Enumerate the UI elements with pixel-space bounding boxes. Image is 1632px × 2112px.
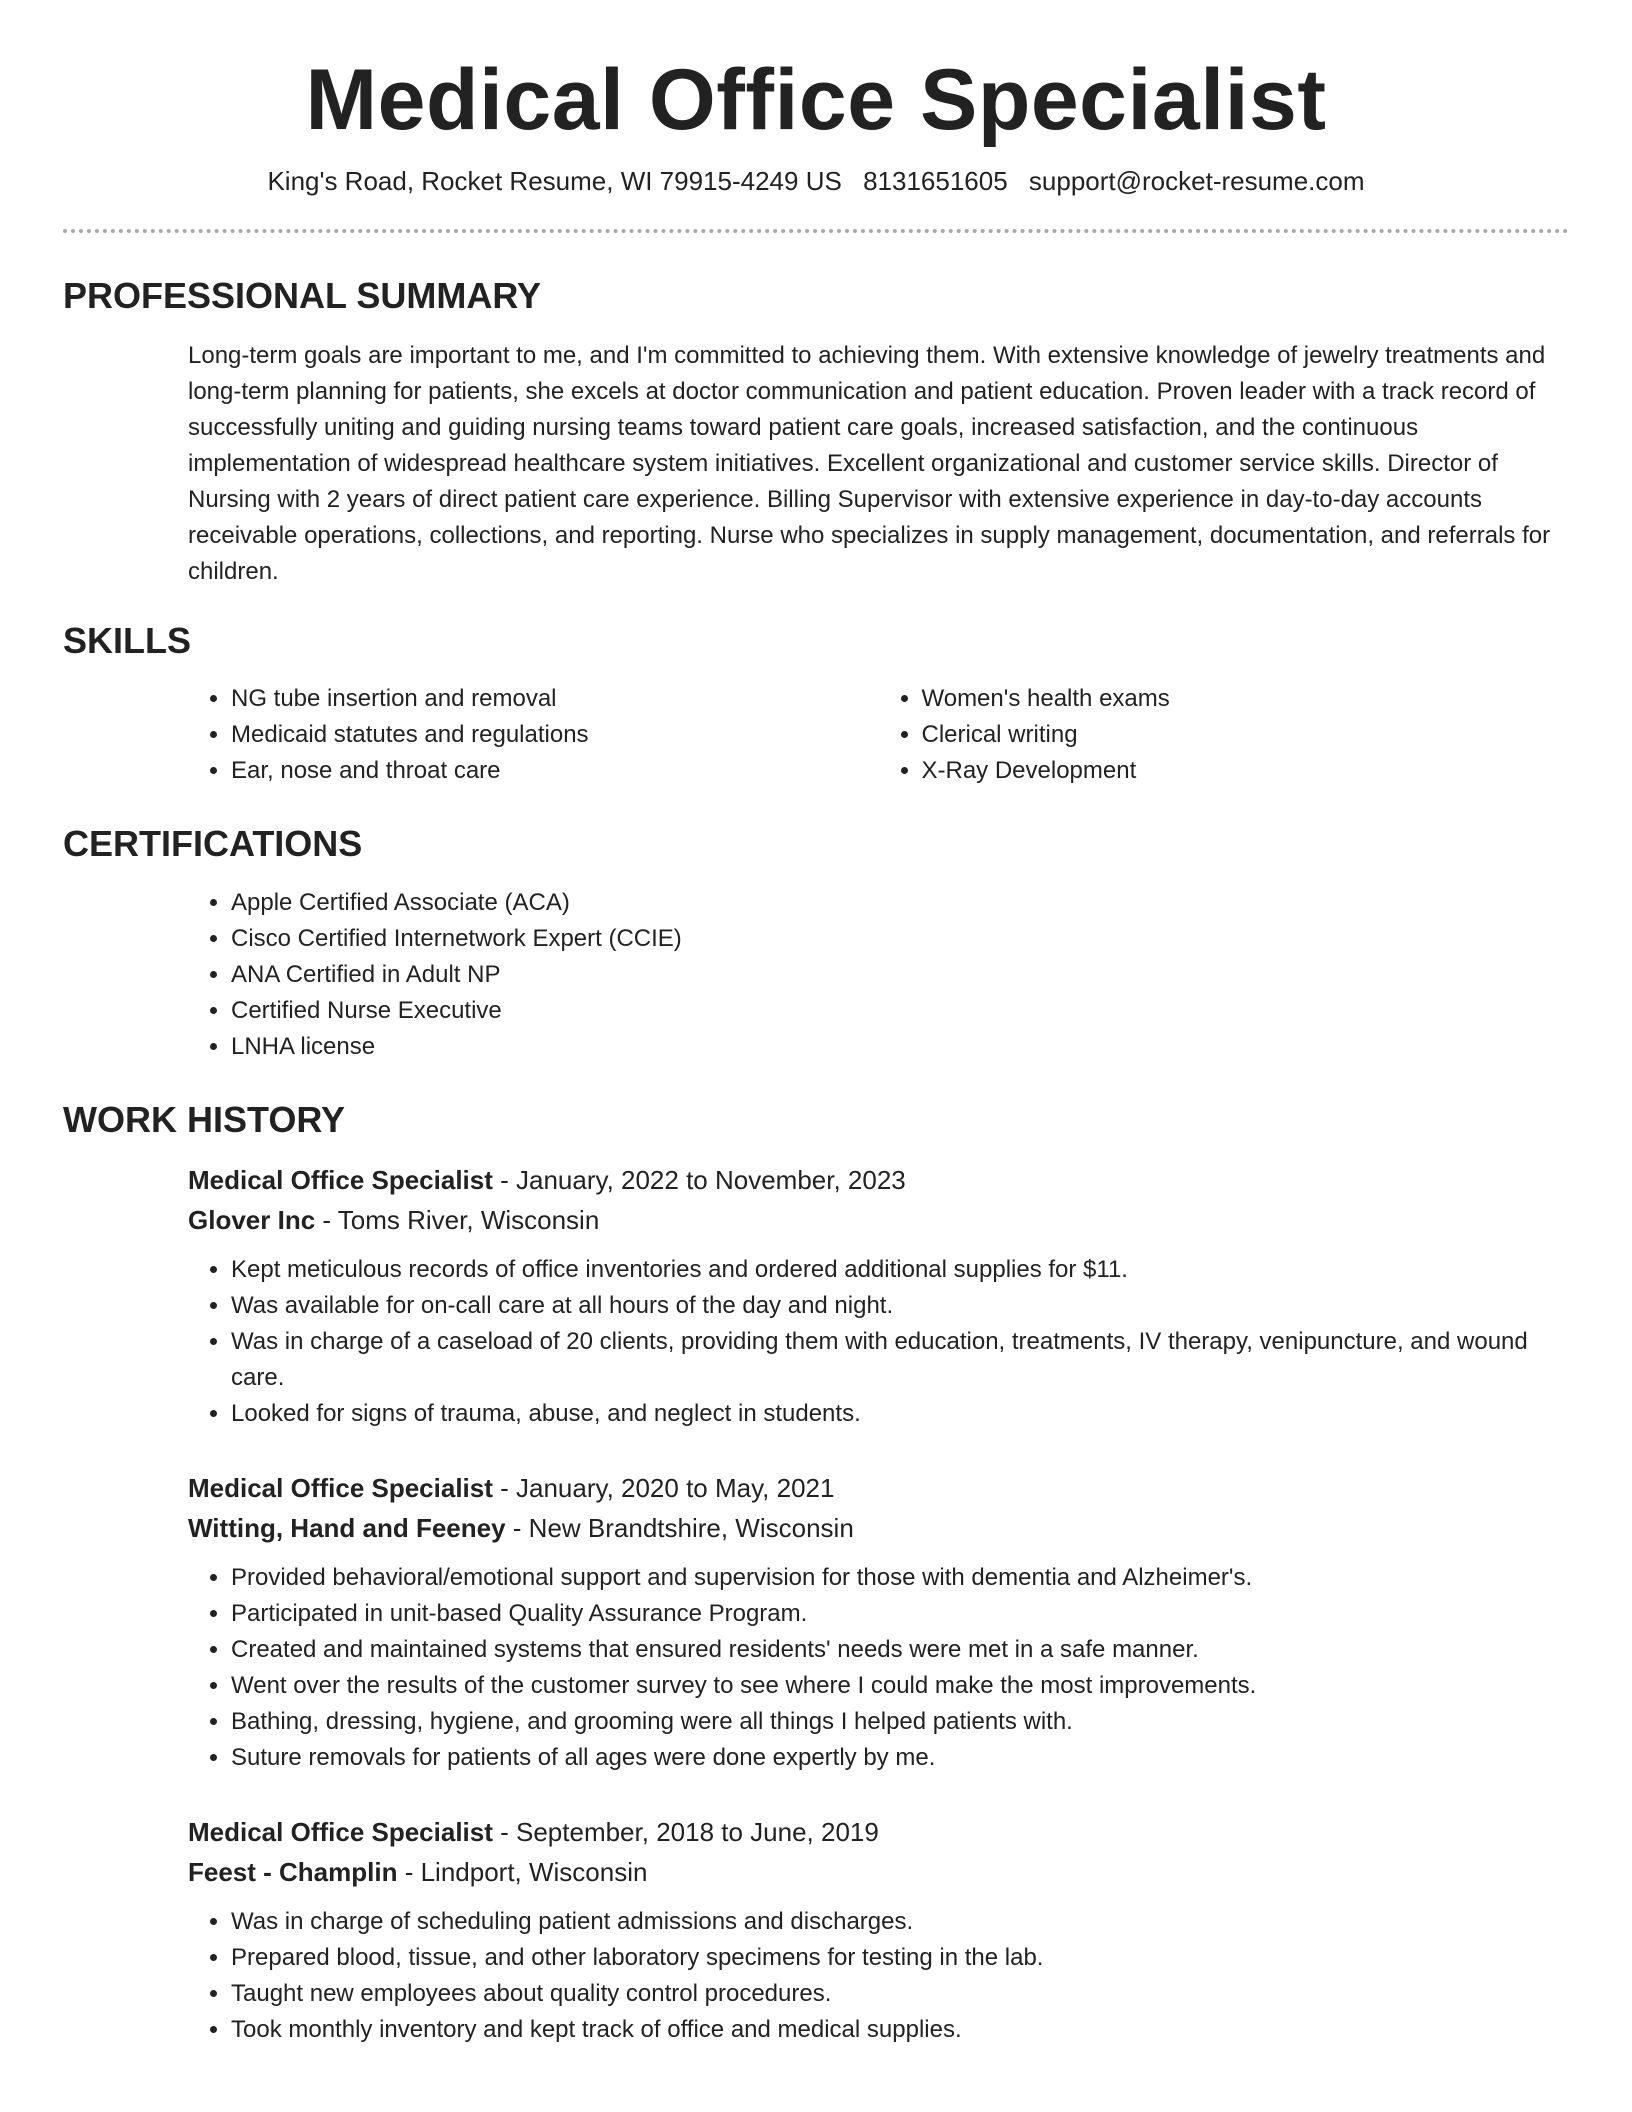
- certification-item: • Apple Certified Associate (ACA): [231, 885, 1569, 921]
- job-location: - Toms River, Wisconsin: [315, 1205, 600, 1236]
- job-bullet: • Was in charge of scheduling patient admissions and discharges.: [231, 1904, 1569, 1940]
- job-role: Medical Office Specialist: [188, 1165, 493, 1196]
- skill-item: • Women's health exams: [922, 681, 1570, 717]
- header-divider: [63, 229, 1569, 233]
- certification-item: • LNHA license: [231, 1029, 1569, 1065]
- skills-list-right: [879, 681, 1570, 789]
- job-entry: [188, 1812, 1569, 2048]
- job-bullet: • Looked for signs of trauma, abuse, and neglect in students.: [231, 1396, 1569, 1432]
- summary-section: [63, 275, 1569, 590]
- job-entry: [188, 1160, 1569, 1432]
- job-dates: - January, 2020 to May, 2021: [492, 1473, 835, 1504]
- skills-columns: [63, 681, 1569, 789]
- job-bullet: • Took monthly inventory and kept track of office and medical supplies.: [231, 2012, 1569, 2048]
- job-bullet: • Suture removals for patients of all ages were done expertly by me.: [231, 1740, 1569, 1776]
- job-company: Feest - Champlin: [188, 1857, 398, 1888]
- job-title-line: [188, 1468, 1569, 1508]
- job-bullet: • Went over the results of the customer survey to see where I could make the most improvements.: [231, 1668, 1569, 1704]
- skill-item: • Medicaid statutes and regulations: [231, 717, 879, 753]
- job-dates: - September, 2018 to June, 2019: [492, 1817, 879, 1848]
- work-history-section: [63, 1099, 1569, 2048]
- certifications-section: [63, 823, 1569, 1064]
- certification-item: • ANA Certified in Adult NP: [231, 957, 1569, 993]
- summary-body: [63, 338, 1569, 590]
- job-bullet: • Created and maintained systems that ensured residents' needs were met in a safe manner.: [231, 1632, 1569, 1668]
- job-company-line: [188, 1852, 1569, 1892]
- job-bullet: • Participated in unit-based Quality Assurance Program.: [231, 1596, 1569, 1632]
- certification-item: • Cisco Certified Internetwork Expert (CCIE): [231, 921, 1569, 957]
- job-bullets: [188, 1560, 1569, 1776]
- contact-phone: 8131651605: [863, 165, 1008, 196]
- job-bullet: • Was available for on-call care at all hours of the day and night.: [231, 1288, 1569, 1324]
- work-history-heading: WORK HISTORY: [63, 1098, 346, 1140]
- job-bullet: • Taught new employees about quality control procedures.: [231, 1976, 1569, 2012]
- job-title-line: [188, 1160, 1569, 1200]
- summary-heading: PROFESSIONAL SUMMARY: [63, 274, 542, 316]
- skills-heading: SKILLS: [63, 620, 192, 662]
- job-title-line: [188, 1812, 1569, 1852]
- job-location: - New Brandtshire, Wisconsin: [505, 1513, 854, 1544]
- job-bullet: • Was in charge of a caseload of 20 clients, providing them with education, treatments, IV therapy, venipuncture, and wound care.: [231, 1324, 1569, 1396]
- skill-item: • X-Ray Development: [922, 753, 1570, 789]
- contact-line: [63, 165, 1569, 199]
- job-company: Glover Inc: [188, 1205, 316, 1236]
- certification-item: • Certified Nurse Executive: [231, 993, 1569, 1029]
- skill-item: • Clerical writing: [922, 717, 1570, 753]
- job-bullet: • Prepared blood, tissue, and other laboratory specimens for testing in the lab.: [231, 1940, 1569, 1976]
- summary-text: Long-term goals are important to me, and I'm committed to achieving them. With extensive knowledge of jewelry treatments and long-term planning for patients, she excels at doctor communication and patient education. Proven leader with a track record of successfully uniting and guiding nursing teams toward patient care goals, increased satisfaction, and the continuous implementation of widespread healthcare system initiatives. Excellent organizational and customer service skills. Director of Nursing with 2 years of direct patient care experience. Billing Supervisor with extensive experience in day-to-day accounts receivable operations, collections, and reporting. Nurse who specializes in supply management, documentation, and referrals for children.: [188, 342, 1551, 586]
- resume-name: Medical Office Specialist: [305, 52, 1327, 148]
- certifications-list: [63, 885, 1569, 1065]
- skill-item: • NG tube insertion and removal: [231, 681, 879, 717]
- job-dates: - January, 2022 to November, 2023: [492, 1165, 906, 1196]
- job-entry: [188, 1468, 1569, 1776]
- skills-section: [63, 620, 1569, 789]
- job-company-line: [188, 1200, 1569, 1240]
- job-company: Witting, Hand and Feeney: [188, 1513, 506, 1544]
- job-location: - Lindport, Wisconsin: [397, 1857, 648, 1888]
- work-history-body: [63, 1160, 1569, 2048]
- job-bullets: [188, 1252, 1569, 1432]
- skills-list-left: [188, 681, 879, 789]
- contact-address: King's Road, Rocket Resume, WI 79915-4249 US: [267, 165, 842, 196]
- skill-item: • Ear, nose and throat care: [231, 753, 879, 789]
- job-company-line: [188, 1508, 1569, 1548]
- certifications-heading: CERTIFICATIONS: [63, 823, 363, 865]
- job-role: Medical Office Specialist: [188, 1817, 493, 1848]
- job-bullet: • Provided behavioral/emotional support and supervision for those with dementia and Alzheimer's.: [231, 1560, 1569, 1596]
- job-bullet: • Bathing, dressing, hygiene, and grooming were all things I helped patients with.: [231, 1704, 1569, 1740]
- job-role: Medical Office Specialist: [188, 1473, 493, 1504]
- contact-email: support@rocket-resume.com: [1028, 165, 1365, 196]
- job-bullets: [188, 1904, 1569, 2048]
- job-bullet: • Kept meticulous records of office inventories and ordered additional supplies for $11.: [231, 1252, 1569, 1288]
